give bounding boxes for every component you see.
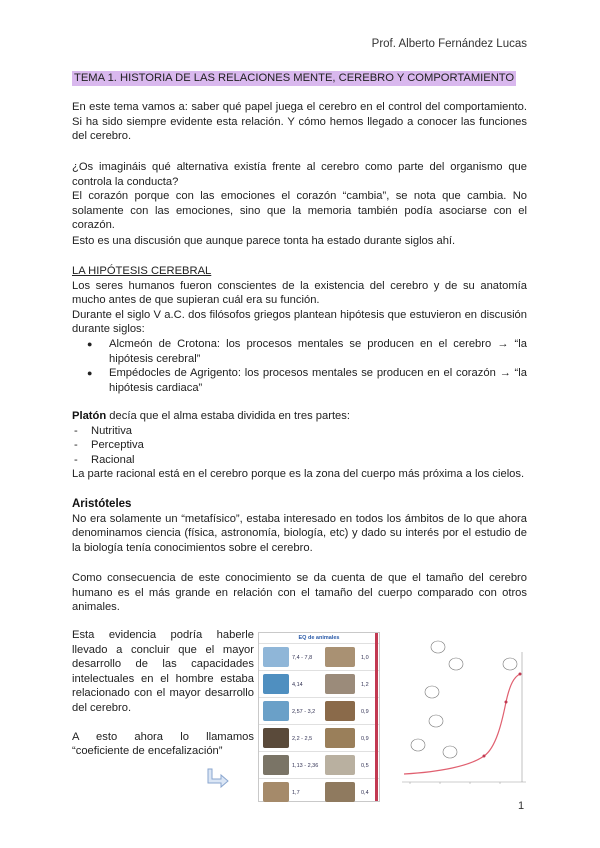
turn-right-arrow-icon <box>205 767 231 791</box>
skull-icon <box>503 658 517 670</box>
sheep-photo <box>325 728 355 748</box>
orca-photo <box>263 701 289 721</box>
eq-value: 1,13 - 2,36 <box>292 763 319 769</box>
mouse-photo <box>325 755 355 775</box>
skull-icon <box>431 641 445 653</box>
aristotle-section <box>72 497 527 555</box>
intro-section <box>72 100 527 144</box>
skull-icon <box>443 746 457 758</box>
encephalization-paragraph: A esto ahora lo llamamos “coeficiente de encefalización” <box>72 730 254 758</box>
plato-text: decía que el alma estaba dividida en tres partes: <box>106 410 350 422</box>
skull-icon <box>449 658 463 670</box>
eq-value-right: 1,0 <box>361 655 369 661</box>
discussion-paragraph: Esto es una discusión que aunque parece tonta ha estado durante siglos ahí. <box>72 235 456 247</box>
question-paragraph: ¿Os imagináis qué alternativa existía frente al cerebro como parte del organismo que controla la conducta? <box>72 161 527 188</box>
table-row <box>259 643 379 670</box>
eq-value: 2,2 - 2,5 <box>292 736 313 742</box>
cat-photo <box>325 674 355 694</box>
aristotle-heading: Aristóteles <box>72 498 132 510</box>
scale-bar <box>375 633 378 801</box>
eq-value: 1,7 <box>292 790 300 796</box>
evidence-column <box>72 628 254 759</box>
hypothesis-paragraph-2: Durante el siglo V a.C. dos filósofos griegos plantean hipótesis que estuvieron en discusión durante siglos: <box>72 308 527 336</box>
curve-point <box>519 673 522 676</box>
dolphin-photo <box>263 674 289 694</box>
eq-value-right: 0,9 <box>361 709 369 715</box>
eq-value: 2,57 - 3,2 <box>292 709 316 715</box>
list-item: - Racional <box>72 453 527 468</box>
author-header: Prof. Alberto Fernández Lucas <box>371 38 527 50</box>
curve-point <box>483 755 486 758</box>
eq-value: 7,4 - 7,8 <box>292 655 313 661</box>
evidence-paragraph: Esta evidencia podría haberle llevado a concluir que el mayor desarrollo de las capacidades intelectuales en el hombre estaba relacionado con el mayor desarrollo del cerebro. <box>72 629 254 714</box>
eq-animals-table <box>258 632 380 802</box>
list-item: - Perceptiva <box>72 438 527 453</box>
plato-parts-list <box>72 424 527 468</box>
brain-evolution-figure <box>380 632 528 804</box>
eq-value: 4,14 <box>292 682 303 688</box>
heart-paragraph: El corazón porque con las emociones el corazón “cambia”, se nota que cambia. No solamente con las emociones, sino que la memoria también podía asociarse con el corazón. <box>72 190 527 232</box>
skull-icon <box>429 715 443 727</box>
plato-closing: La parte racional está en el cerebro porque es la zona del cuerpo más próxima a los cielos. <box>72 468 525 481</box>
chimpanzee-photo <box>263 728 289 748</box>
hypothesis-section <box>72 264 527 395</box>
page-number: 1 <box>518 800 525 812</box>
intro-paragraph: En este tema vamos a: saber qué papel juega el cerebro en el control del comportamiento. Si ha sido siempre evidente esta relación. Y cómo hemos llegado a conocer las funciones del cerebro. <box>72 101 527 143</box>
skull-icon <box>411 739 425 751</box>
eq-value-right: 0,5 <box>361 763 369 769</box>
list-item: ● Empédocles de Agrigento: los procesos mentales se producen en el corazón → “la hipótesis cardiaca” <box>72 366 527 395</box>
table-row <box>259 751 379 778</box>
eq-table-title: EQ de animales <box>259 633 379 643</box>
eq-value-right: 0,4 <box>361 790 369 796</box>
table-row <box>259 724 379 751</box>
brain-size-section <box>72 571 527 615</box>
question-section <box>72 160 527 233</box>
horse-photo <box>325 701 355 721</box>
plato-section <box>72 409 527 482</box>
topic-title: TEMA 1. HISTORIA DE LAS RELACIONES MENTE, CEREBRO Y COMPORTAMIENTO <box>74 72 515 84</box>
list-item: ● Alcmeón de Crotona: los procesos mentales se producen en el cerebro → “la hipótesis cerebral” <box>72 337 527 366</box>
aristotle-paragraph-1: No era solamente un “metafísico”, estaba interesado en todos los ámbitos de lo que ahora denominamos ciencia (física, astronomía, biología, etc) y dado su interés por el estudio de la biología tenía conocimientos sobre el cerebro. <box>72 512 527 554</box>
eq-value-right: 1,2 <box>361 682 369 688</box>
brain-growth-curve <box>404 674 520 774</box>
elephant-photo <box>263 755 289 775</box>
table-row <box>259 778 379 805</box>
table-row <box>259 670 379 697</box>
skull-icon <box>425 686 439 698</box>
dog-photo <box>263 782 289 802</box>
plato-paragraph <box>72 409 527 424</box>
discussion-section <box>72 234 527 249</box>
aristotle-paragraph-2: Como consecuencia de este conocimiento se da cuenta de que el tamaño del cerebro humano es el más grande en relación con el tamaño del cuerpo comparado con otros animales. <box>72 572 527 614</box>
list-item: - Nutritiva <box>72 424 527 439</box>
hypothesis-list <box>72 337 527 395</box>
rabbit-photo <box>325 782 355 802</box>
hypothesis-paragraph-1: Los seres humanos fueron conscientes de la existencia del cerebro y de su anatomía mucho antes de que supieran cuál era su función. <box>72 279 527 307</box>
rat-photo <box>325 647 355 667</box>
hypothesis-heading: LA HIPÓTESIS CEREBRAL <box>72 265 212 277</box>
curve-point <box>505 701 508 704</box>
eq-value-right: 0,9 <box>361 736 369 742</box>
table-row <box>259 697 379 724</box>
plato-name: Platón <box>72 410 107 422</box>
human-photo <box>263 647 289 667</box>
